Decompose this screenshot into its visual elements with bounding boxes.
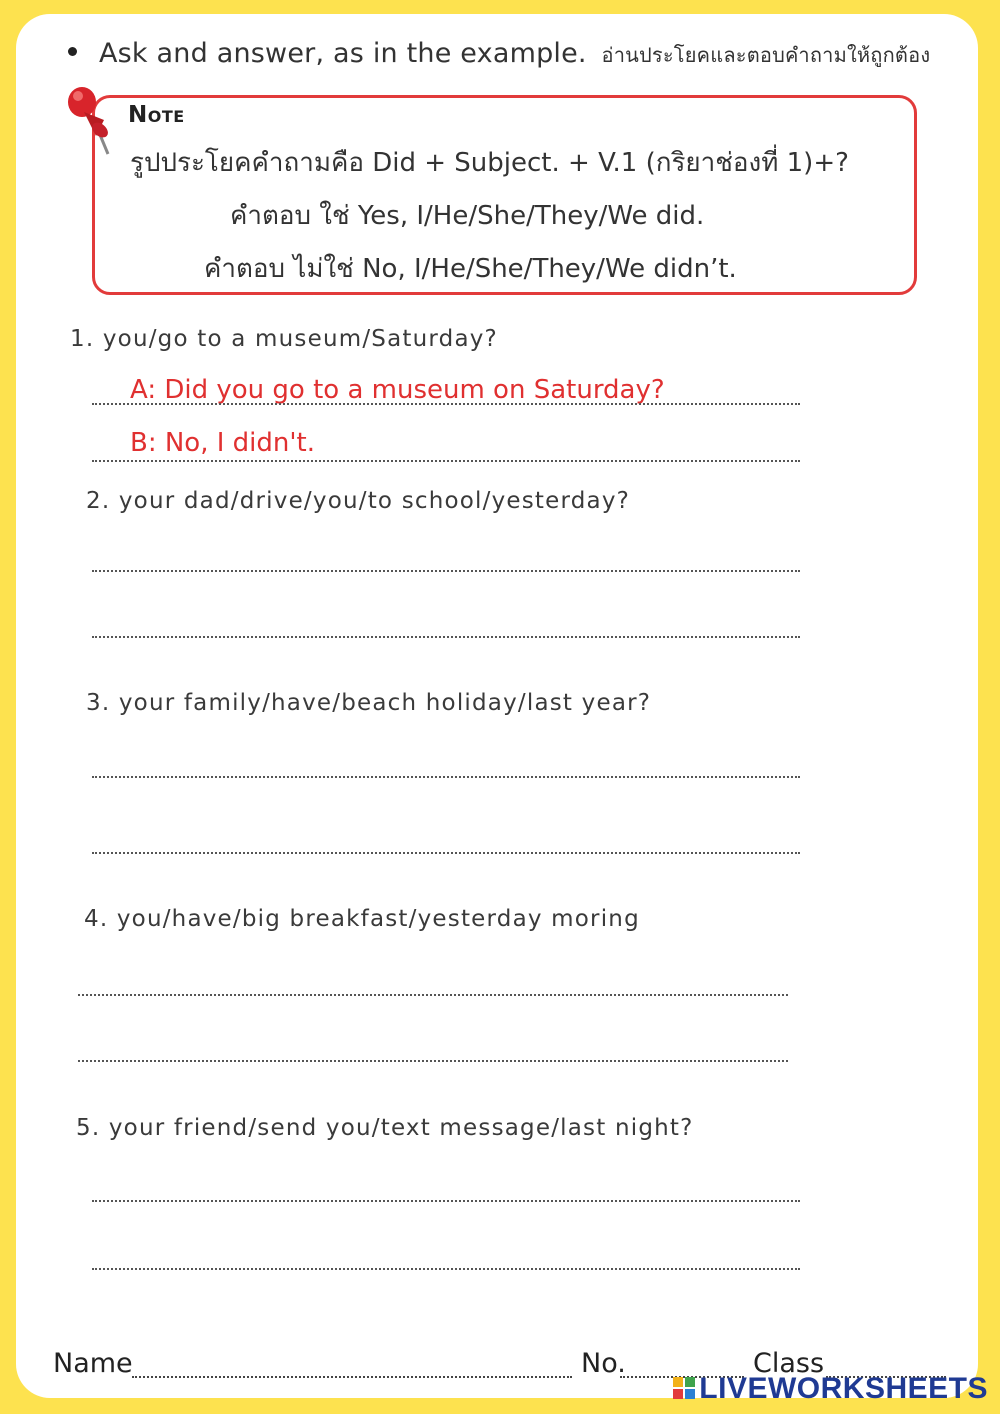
question-3: 3. your family/have/beach holiday/last year? bbox=[86, 690, 652, 716]
answer-line-3a[interactable] bbox=[92, 776, 800, 778]
answer-line-2b[interactable] bbox=[92, 636, 800, 638]
answer-1-b: B: No, I didn't. bbox=[130, 428, 315, 458]
name-label: Name bbox=[53, 1348, 133, 1379]
note-line-question-form: รูปประโยคคำถามคือ Did + Subject. + V.1 (กริยาช่องที่ 1)+? bbox=[130, 148, 849, 178]
answer-line-4a[interactable] bbox=[78, 994, 788, 996]
liveworksheets-logo-icon bbox=[673, 1377, 695, 1399]
answer-1-a: A: Did you go to a museum on Saturday? bbox=[130, 375, 665, 405]
number-label: No. bbox=[581, 1348, 626, 1379]
liveworksheets-logo bbox=[673, 1372, 988, 1406]
question-1: 1. you/go to a museum/Saturday? bbox=[70, 326, 498, 352]
note-title: Note bbox=[128, 102, 185, 128]
answer-line-2a[interactable] bbox=[92, 570, 800, 572]
answer-line-4b[interactable] bbox=[78, 1060, 788, 1062]
question-2: 2. your dad/drive/you/to school/yesterday? bbox=[86, 488, 631, 514]
answer-line-5a[interactable] bbox=[92, 1200, 800, 1202]
instruction bbox=[68, 38, 930, 71]
name-field[interactable] bbox=[132, 1376, 572, 1378]
class-label: Class bbox=[753, 1348, 825, 1379]
answer-line-3b[interactable] bbox=[92, 852, 800, 854]
note-line-yes: คำตอบ ใช่ Yes, I/He/She/They/We did. bbox=[230, 201, 705, 231]
bullet-icon bbox=[68, 47, 77, 56]
answer-line-1a[interactable] bbox=[92, 403, 800, 405]
pushpin-icon bbox=[58, 80, 118, 160]
answer-line-5b[interactable] bbox=[92, 1268, 800, 1270]
liveworksheets-logo-text: LIVEWORKSHEETS bbox=[699, 1372, 988, 1405]
answer-line-1b[interactable] bbox=[92, 460, 800, 462]
question-5: 5. your friend/send you/text message/last night? bbox=[76, 1115, 694, 1141]
instruction-thai: อ่านประโยคและตอบคำถามให้ถูกต้อง bbox=[601, 43, 931, 67]
note-line-no: คำตอบ ไม่ใช่ No, I/He/She/They/We didn’t. bbox=[204, 254, 737, 284]
instruction-english: Ask and answer, as in the example. bbox=[99, 38, 587, 69]
question-4: 4. you/have/big breakfast/yesterday moring bbox=[84, 906, 640, 932]
